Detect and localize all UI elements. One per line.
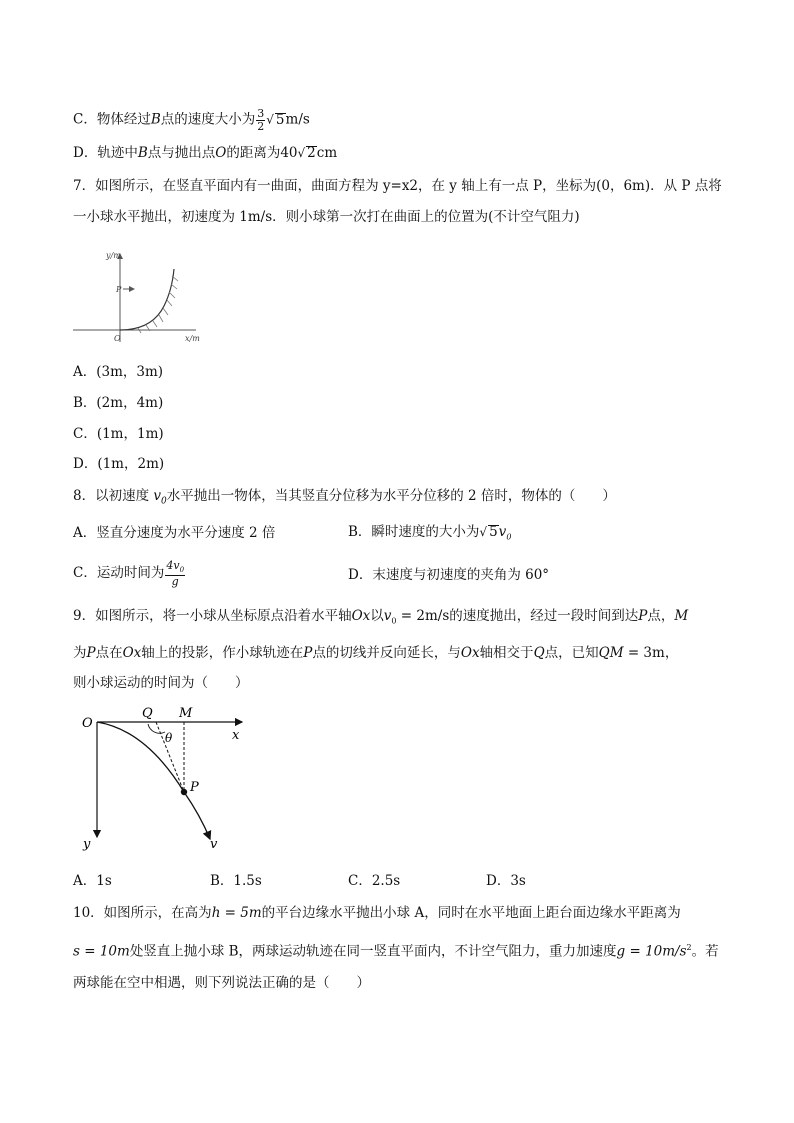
q8-optc-num-text: 4v [166, 559, 180, 572]
q9-fig-m: M [179, 706, 193, 721]
q9-l1-pre: 9．如图所示，将一小球从坐标原点沿着水平轴 [73, 608, 352, 624]
q9-fig-o: O [82, 716, 93, 731]
q9-l2-ox1: Ox [122, 645, 142, 661]
q7-figure [68, 242, 218, 350]
q9-option-c: C．2.5s [348, 873, 401, 889]
q7-curve [120, 269, 174, 330]
q9-fig-x: x [232, 728, 240, 743]
q6-optd-text: D．轨迹中 [73, 145, 138, 161]
q9-fig-q: Q [142, 706, 153, 721]
q9-l2-f: = 3m， [623, 645, 679, 661]
q6-optc-text2: 点的速度大小为 [160, 111, 256, 128]
q8-stem [73, 490, 616, 507]
q9-l2-d: 轴相交于 [479, 645, 534, 661]
q8-optb-radicand: 5 [489, 524, 498, 540]
q8-optc-text: C．运动时间为 [73, 564, 165, 581]
q6-optd-point2: O [215, 145, 227, 161]
q9-angle-arc [148, 724, 165, 733]
q8-option-c [73, 560, 186, 587]
q8-optb-sub: 0 [506, 532, 512, 542]
q9-stem-line3: 则小球运动的时间为（ ） [73, 675, 249, 691]
q9-trajectory-end [184, 792, 210, 839]
q6-optd-radicand: 2 [307, 145, 316, 161]
q10-l2-s: s = 10m [73, 943, 130, 960]
q9-l2-c: 点的切线并反向延长，与 [312, 645, 461, 661]
q7-stem-line2: 一小球水平抛出，初速度为 1m/s．则小球第一次打在曲面上的位置为(不计空气阻力) [73, 209, 580, 225]
q6-option-d: D．轨迹中B点与抛出点O的距离为40√ 2cm [73, 145, 338, 161]
q9-fig-theta: θ [165, 731, 173, 745]
q8-optc-num [165, 560, 185, 576]
q9-point-p [181, 789, 187, 795]
q6-optc-text: C．物体经过 [73, 111, 151, 128]
q7-fig-o: O [114, 334, 121, 343]
q10-l2-mid: 处竖直上抛小球 B，两球运动轨迹在同一竖直平面内，不计空气阻力，重力加速度 [129, 943, 617, 960]
q7-stem-line1: 7．如图所示，在竖直平面内有一曲面，曲面方程为 y=x2，在 y 轴上有一点 P，坐标为(0，6m)．从 P 点将 [73, 178, 722, 194]
q9-l1-p: P [638, 608, 648, 624]
q9-l2-p1: P [86, 645, 96, 661]
q9-l2-pre: 为 [73, 645, 87, 661]
q9-l2-ox2: Ox [460, 645, 480, 661]
q6-optd-unit: cm [316, 145, 338, 161]
q10-stem-line3: 两球能在空中相遇，则下列说法正确的是（ ） [73, 975, 370, 991]
q9-figure [76, 702, 256, 854]
q6-optc-radicand: 5 [275, 111, 285, 128]
q9-fig-p: P [190, 780, 199, 795]
q8-stem-v: v [153, 488, 162, 504]
q9-option-a: A．1s [73, 873, 112, 889]
q6-optc-fraction [256, 108, 265, 132]
q9-option-b: B．1.5s [210, 873, 262, 889]
q7-fig-ylabel: y/m [106, 251, 121, 260]
q7-option-c: C．(1m，1m) [73, 426, 164, 442]
q9-l1-v: v [383, 608, 392, 624]
q7-fig-xlabel: x/m [185, 334, 200, 343]
q6-optc-point: B [150, 111, 161, 128]
q9-fig-y: y [83, 837, 91, 852]
q9-l2-q: Q [533, 645, 545, 661]
q7-option-d: D．(1m，2m) [73, 456, 165, 472]
q9-l1-eq: = 2m/s [396, 608, 450, 624]
q10-l1-h: h = 5m [211, 905, 262, 921]
q7-fig-p: P [116, 285, 122, 294]
q9-l1-ox: Ox [351, 608, 371, 624]
q9-l1-mid: 以 [370, 608, 384, 624]
q10-l1-post: 的平台边缘水平抛出小球 A，同时在水平地面上距台面边缘水平距离为 [261, 905, 681, 921]
q10-l2-g: g = 10m/s [616, 943, 687, 960]
q7-option-a: A．(3m，3m) [73, 364, 164, 380]
q9-l2-a: 点在 [95, 645, 123, 661]
q8-stem-pre: 8．以初速度 [73, 488, 154, 504]
q8-optb-v: v [498, 524, 507, 540]
q9-l2-b: 轴上的投影，作小球轨迹在 [141, 645, 304, 661]
q7-hatching [138, 276, 178, 333]
q6-option-c: C．物体经过B点的速度大小为 $\frac{3}{2}$ √ 5m/s [73, 107, 310, 133]
q8-optc-num-sub: 0 [179, 566, 185, 575]
q9-stem-line2 [73, 647, 678, 661]
q8-optc-fraction [165, 560, 185, 587]
q10-l2-post: 。若 [691, 943, 719, 960]
q8-optc-den: g [171, 574, 179, 588]
q8-stem-post: 水平抛出一物体，当其竖直分位移为水平分位移的 2 倍时，物体的（ ） [166, 488, 616, 504]
q10-stem-line1 [73, 907, 681, 921]
q9-l1-vsub: 0 [391, 616, 397, 626]
q8-option-d: D．末速度与初速度的夹角为 60° [348, 567, 550, 583]
q6-optd-coef: 40 [280, 145, 298, 161]
q8-stem-sub: 0 [161, 496, 167, 507]
q6-optc-num: 3 [257, 107, 265, 120]
q10-l2-gsup: 2 [686, 943, 692, 952]
q9-l1-m: M [674, 608, 689, 624]
q7-option-b: B．(2m，4m) [73, 395, 164, 411]
q6-optd-text3: 的距离为 [226, 145, 281, 161]
q6-optd-text2: 点与抛出点 [147, 145, 216, 161]
q9-l2-p2: P [303, 645, 313, 661]
q9-fig-v: v [210, 837, 218, 852]
q10-stem-line2 [73, 944, 719, 959]
q9-option-d: D．3s [486, 873, 526, 889]
q9-l2-qm: QM [598, 645, 624, 661]
q8-optb-text: B．瞬时速度的大小为 [348, 524, 480, 540]
q6-optc-den: 2 [257, 119, 265, 133]
q6-optd-point1: B [137, 145, 148, 161]
q9-l2-e: 点，已知 [544, 645, 599, 661]
q9-l1-end: 点， [647, 608, 675, 624]
q9-l1-post: 的速度抛出，经过一段时间到达 [449, 608, 639, 624]
q8-option-a: A．竖直分速度为水平分速度 2 倍 [73, 525, 276, 541]
q8-option-b: B．瞬时速度的大小为√ $5v_0$ [348, 524, 512, 542]
q9-stem-line1 [73, 610, 688, 626]
q6-optc-unit: m/s [285, 111, 310, 128]
q10-l1-pre: 10．如图所示，在高为 [73, 905, 212, 921]
